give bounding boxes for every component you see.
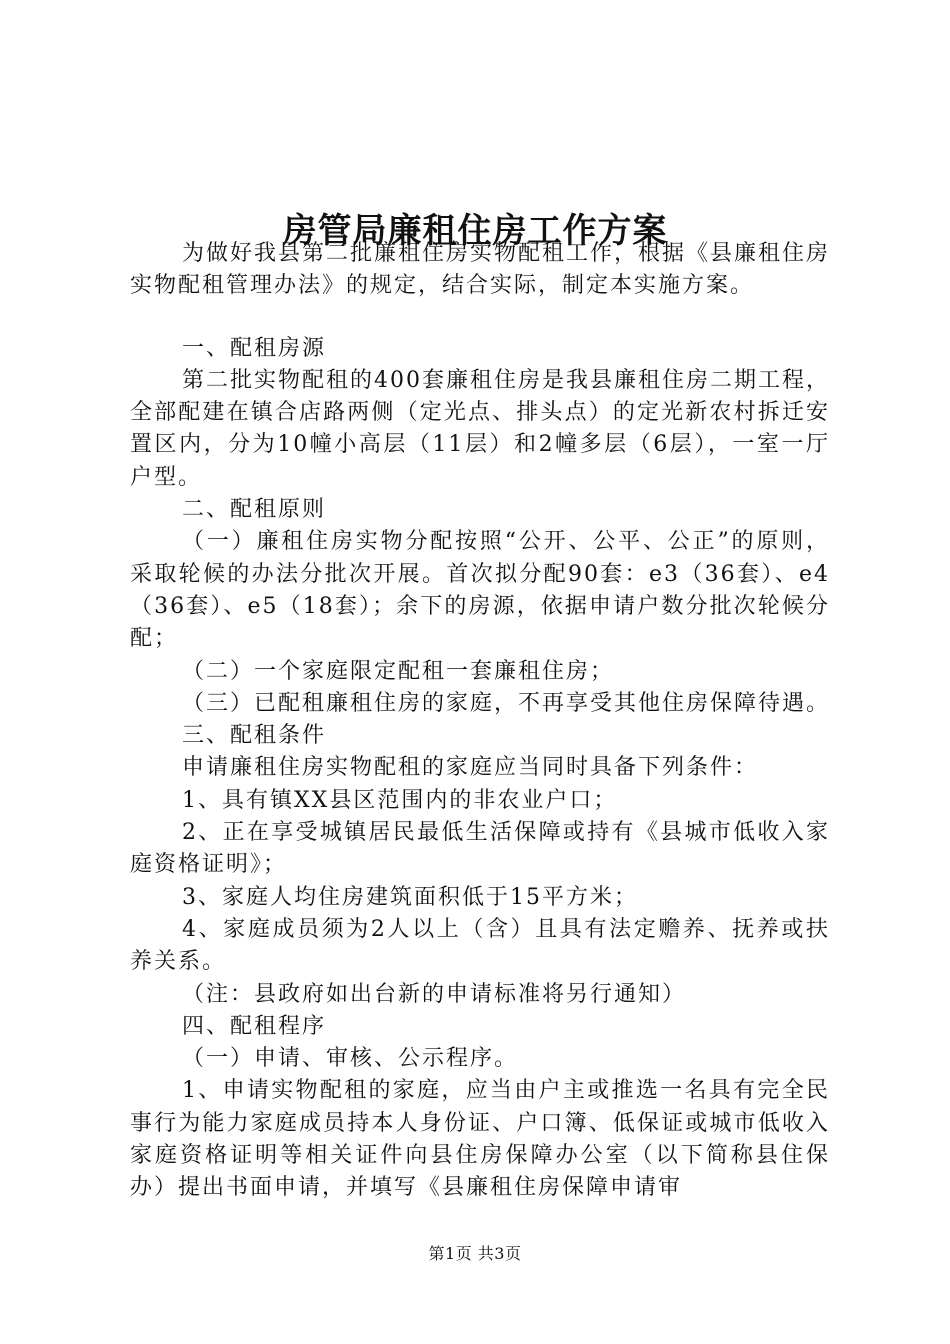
paragraph-condition-3: 3、家庭人均住房建筑面积低于15平方米； (182, 884, 638, 910)
paragraph-housing-source: 第二批实物配租的400套廉租住房是我县廉租住房二期工程，全部配建在镇合店路两侧（定光点、排头点）的定光新农村拆迁安置区内，分为10幢小高层（11层）和2幢多层（6层），一室一厅户型。 (130, 367, 830, 490)
paragraph-procedure-1: 1、申请实物配租的家庭，应当由户主或推选一名具有完全民事行为能力家庭成员持本人身份证、户口簿、低保证或城市低收入家庭资格证明等相关证件向县住房保障办公室（以下简称县住保办）提出书面申请，并填写《县廉租住房保障申请审 (130, 1078, 830, 1201)
document-body (130, 238, 830, 1205)
paragraph-condition-2: 2、正在享受城镇居民最低生活保障或持有《县城市低收入家庭资格证明》； (130, 820, 830, 878)
section-heading-principles: 二、配租原则 (182, 497, 327, 523)
section-heading-housing-source: 一、配租房源 (182, 335, 327, 361)
paragraph-principle-3: （三）已配租廉租住房的家庭，不再享受其他住房保障待遇。 (182, 690, 831, 716)
paragraph-note: （注：县政府如出台新的申请标准将另行通知） (182, 981, 687, 1007)
paragraph-intro: 为做好我县第二批廉租住房实物配租工作，根据《县廉租住房实物配租管理办法》的规定，结合实际，制定本实施方案。 (130, 241, 831, 299)
section-heading-procedure: 四、配租程序 (182, 1013, 327, 1039)
paragraph-conditions-intro: 申请廉租住房实物配租的家庭应当同时具备下列条件： (182, 755, 759, 781)
paragraph-condition-1: 1、具有镇XX县区范围内的非农业户口； (182, 787, 618, 813)
paragraph-principle-1: （一）廉租住房实物分配按照“公开、公平、公正”的原则，采取轮候的办法分批次开展。首次拟分配90套：e3（36套）、e4（36套）、e5（18套）；余下的房源，依据申请户数分批次轮候分配； (130, 529, 830, 652)
section-heading-conditions: 三、配租条件 (182, 723, 327, 749)
document-title: 房管局廉租住房工作方案 (282, 210, 668, 251)
paragraph-procedure-subheading: （一）申请、审核、公示程序。 (182, 1046, 519, 1072)
paragraph-principle-2: （二）一个家庭限定配租一套廉租住房； (182, 658, 615, 684)
page-footer: 第1页 共3页 (428, 1244, 522, 1263)
paragraph-condition-4: 4、家庭成员须为2人以上（含）且具有法定赡养、抚养或扶养关系。 (130, 916, 830, 975)
